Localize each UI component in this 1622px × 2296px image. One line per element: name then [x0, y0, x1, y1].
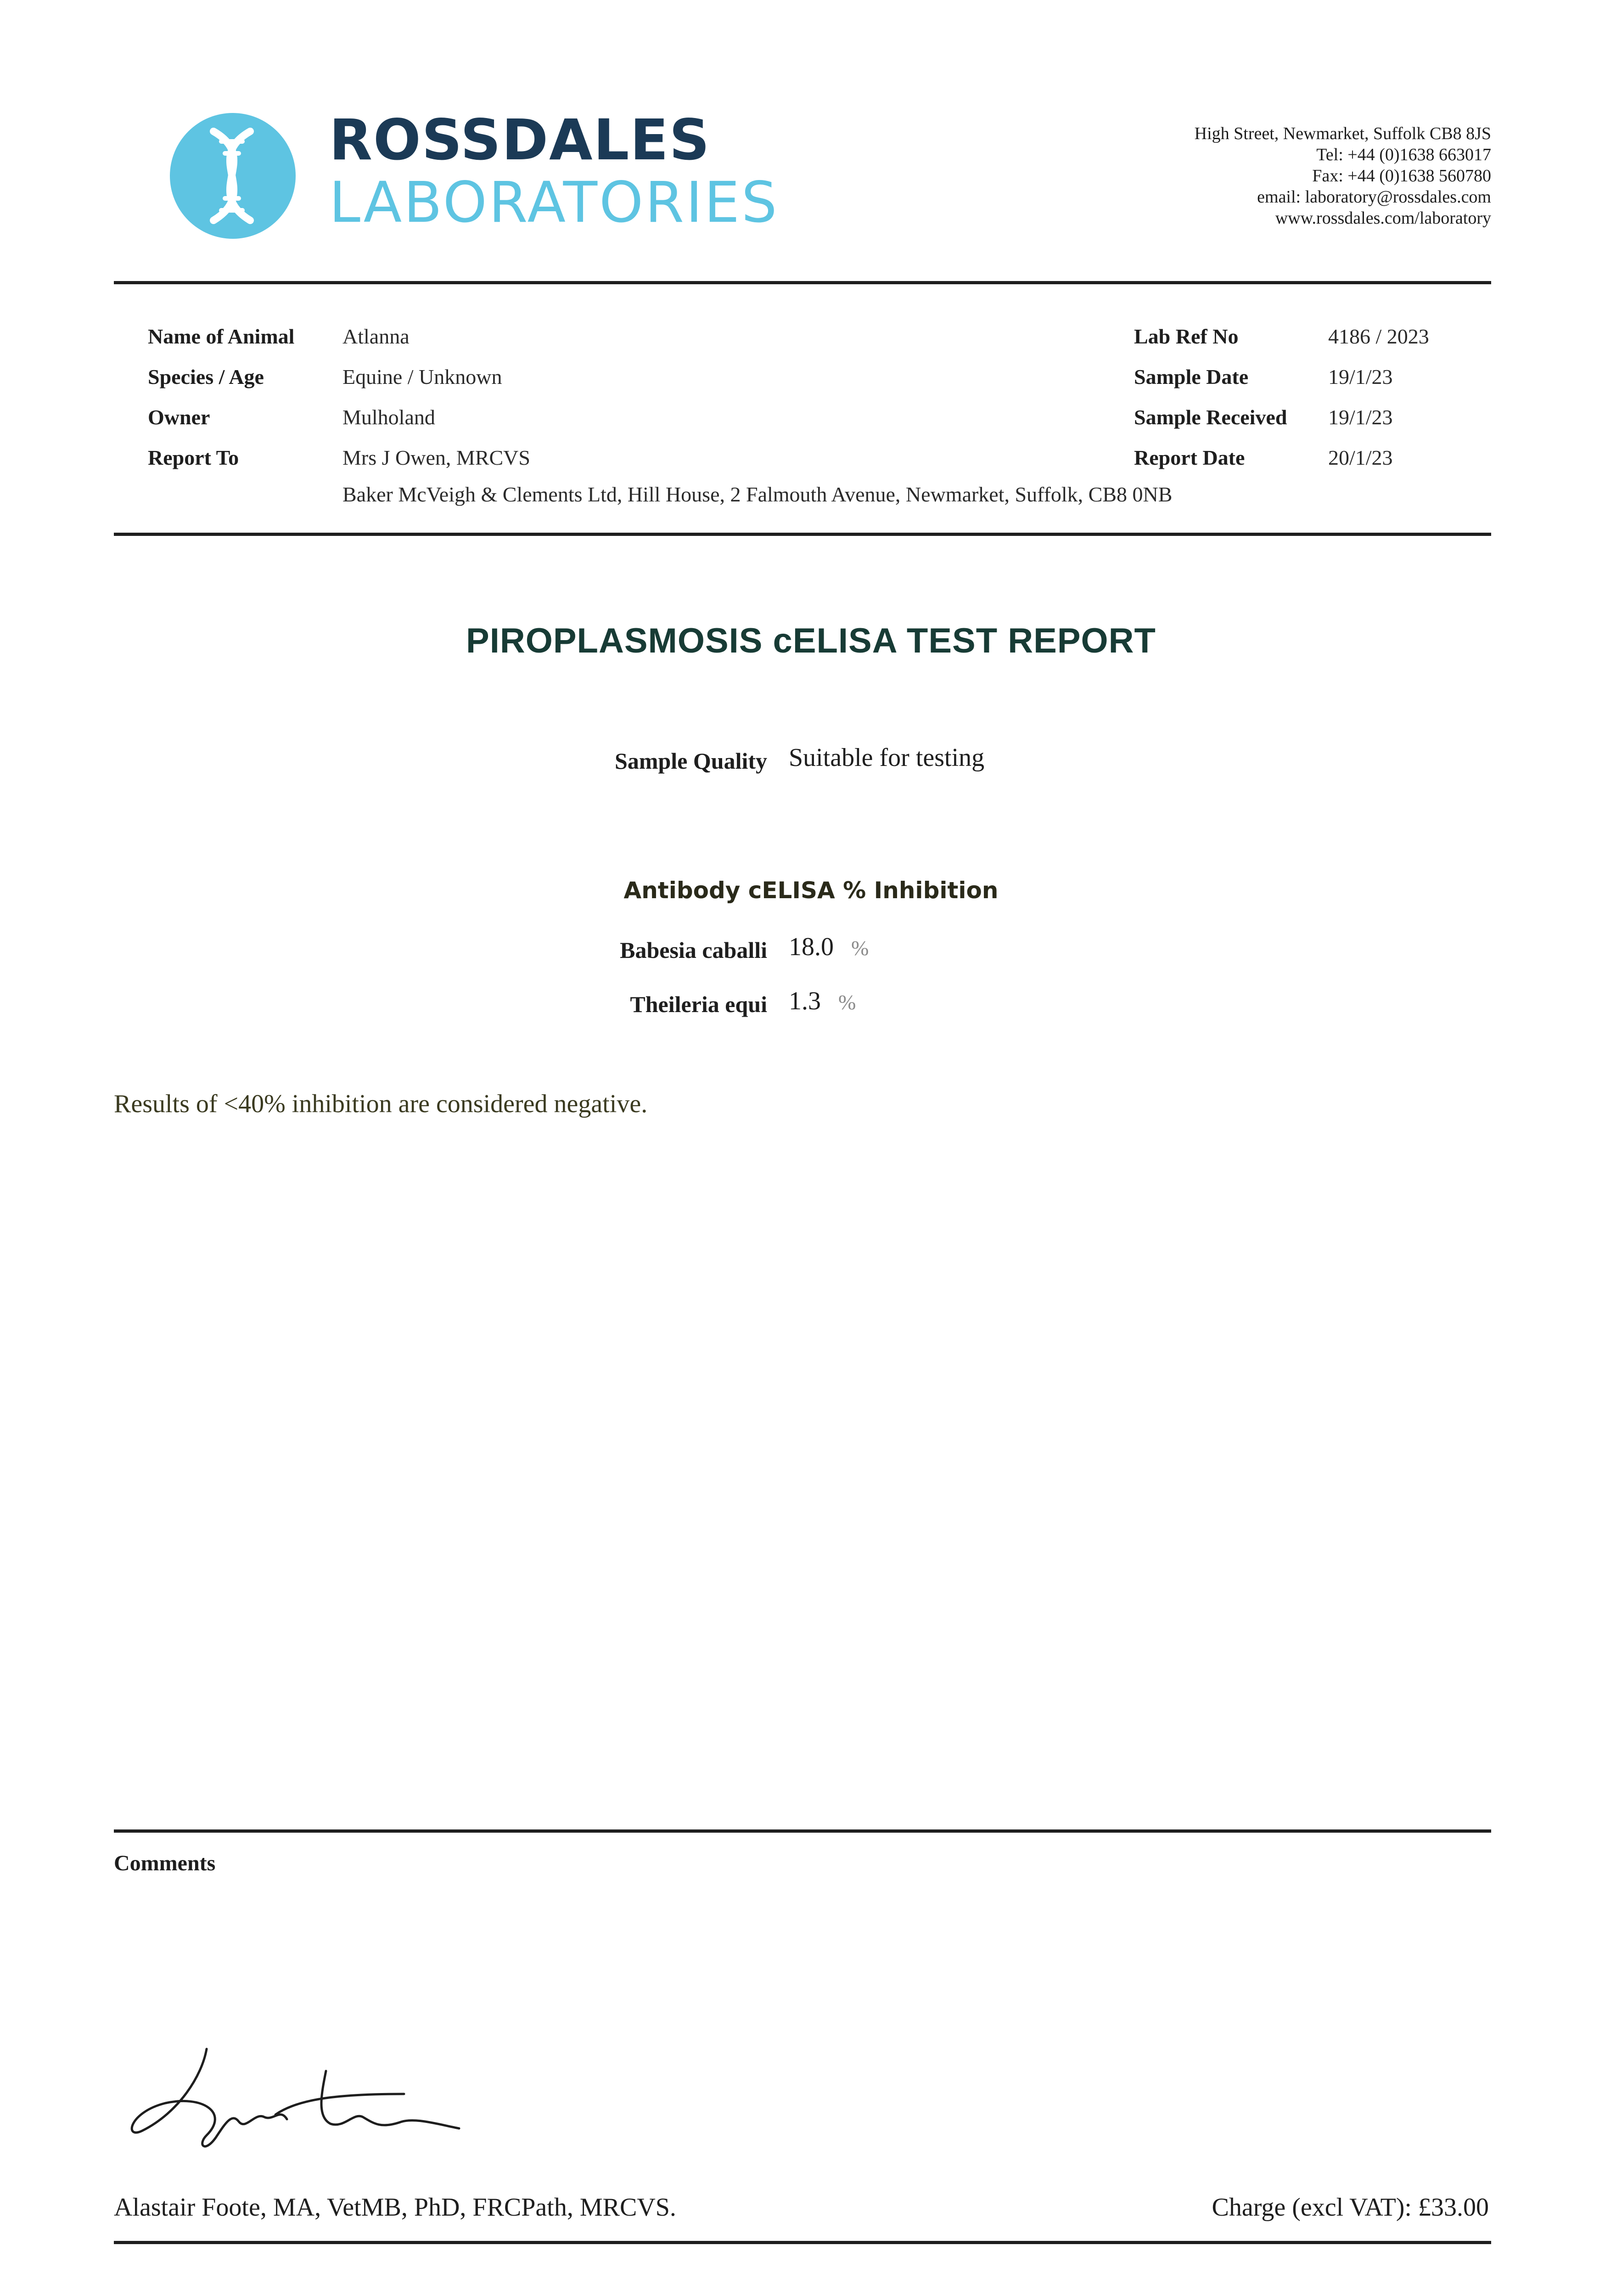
species-age-value: Equine / Unknown: [342, 365, 502, 388]
comments-divider: [114, 1829, 1491, 1833]
lab-ref-value: 4186 / 2023: [1328, 325, 1429, 348]
lab-ref-label: Lab Ref No: [1134, 325, 1239, 348]
owner-label: Owner: [148, 405, 210, 429]
website: www.rossdales.com/laboratory: [1275, 208, 1491, 228]
babesia-caballi-unit: %: [851, 936, 869, 960]
header-divider: [114, 281, 1491, 284]
dna-logo-icon: [170, 113, 296, 239]
sample-received-label: Sample Received: [1134, 405, 1287, 429]
brand-subname: LABORATORIES: [329, 170, 779, 235]
babesia-caballi-number: 18.0: [789, 933, 834, 961]
telephone: Tel: +44 (0)1638 663017: [1316, 145, 1491, 164]
report-to-value: Mrs J Owen, MRCVS: [342, 446, 530, 469]
sample-quality-label: Sample Quality: [615, 748, 767, 774]
theileria-equi-label: Theileria equi: [630, 991, 767, 1017]
info-divider: [114, 533, 1491, 536]
sample-date-value: 19/1/23: [1328, 365, 1393, 388]
owner-value: Mulholand: [342, 405, 435, 429]
theileria-equi-unit: %: [838, 990, 856, 1014]
signature: [124, 2043, 473, 2158]
sample-quality-value: Suitable for testing: [789, 743, 985, 772]
brand-name: ROSSDALES: [329, 107, 711, 173]
report-to-label: Report To: [148, 446, 239, 469]
report-title: PIROPLASMOSIS cELISA TEST REPORT: [466, 621, 1156, 660]
charge: Charge (excl VAT): £33.00: [1212, 2193, 1489, 2222]
babesia-caballi-label: Babesia caballi: [620, 937, 767, 963]
theileria-equi-value: [789, 986, 856, 1016]
contact-block: [1195, 123, 1491, 229]
sample-date-label: Sample Date: [1134, 365, 1249, 388]
report-date-value: 20/1/23: [1328, 446, 1393, 469]
name-of-animal-label: Name of Animal: [148, 325, 295, 348]
report-to-address: Baker McVeigh & Clements Ltd, Hill House, 2 Falmouth Avenue, Newmarket, Suffolk, CB8 0NB: [342, 483, 1173, 506]
name-of-animal-value: Atlanna: [342, 325, 410, 348]
signer-name: Alastair Foote, MA, VetMB, PhD, FRCPath, MRCVS.: [114, 2193, 676, 2222]
sample-received-value: 19/1/23: [1328, 405, 1393, 429]
report-date-label: Report Date: [1134, 446, 1245, 469]
comments-label: Comments: [114, 1851, 216, 1875]
theileria-equi-number: 1.3: [789, 987, 821, 1015]
footer-divider: [114, 2241, 1491, 2244]
email: email: laboratory@rossdales.com: [1257, 187, 1491, 207]
antibody-section-heading: Antibody cELISA % Inhibition: [623, 877, 999, 904]
address: High Street, Newmarket, Suffolk CB8 8JS: [1194, 124, 1491, 143]
interpretation-note: Results of <40% inhibition are considered negative.: [114, 1090, 648, 1118]
babesia-caballi-value: [789, 932, 869, 962]
species-age-label: Species / Age: [148, 365, 264, 388]
fax: Fax: +44 (0)1638 560780: [1312, 166, 1491, 186]
dna-helix-icon: [170, 113, 296, 239]
